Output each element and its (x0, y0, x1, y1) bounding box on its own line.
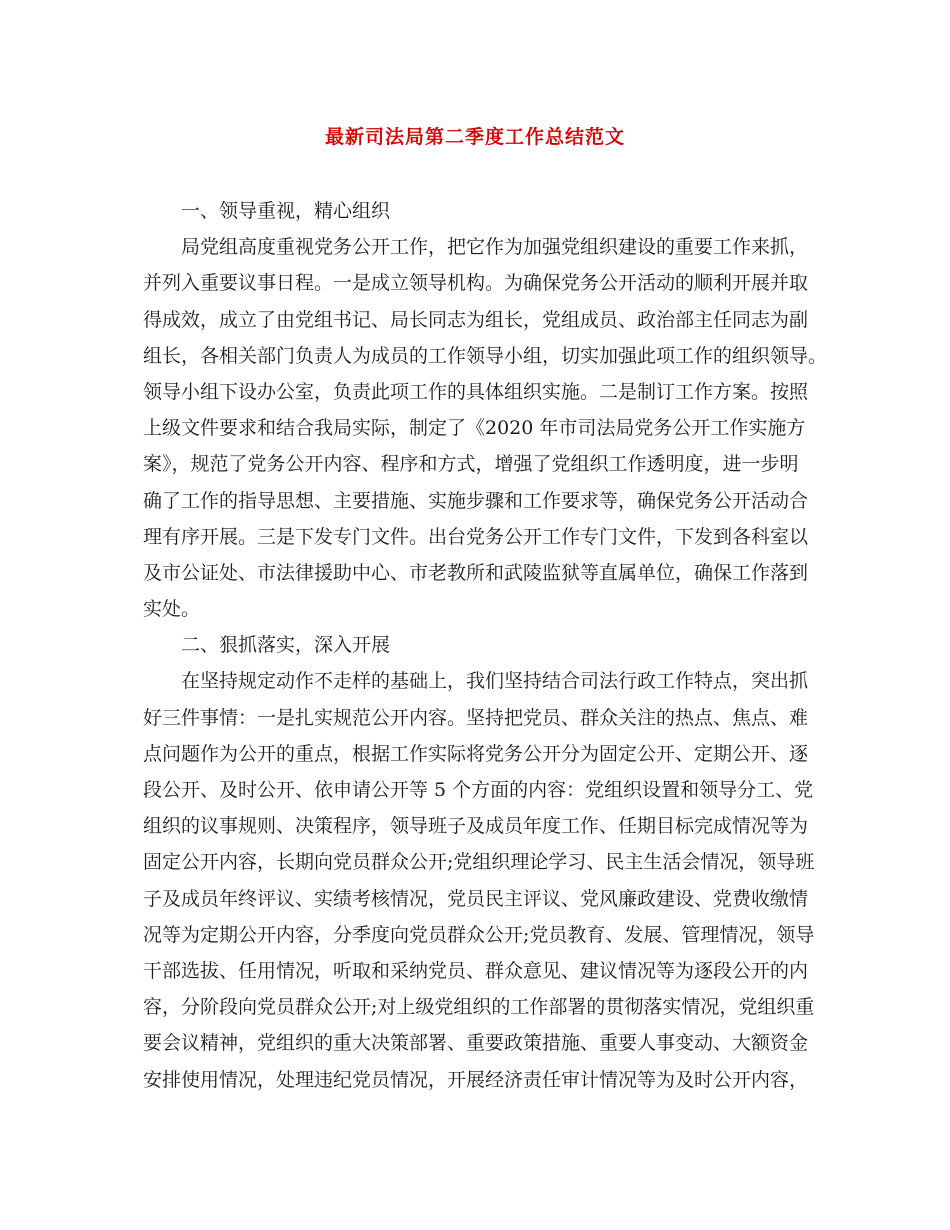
text-line: 组长，各相关部门负责人为成员的工作领导小组，切实加强此项工作的组织领导。 (143, 344, 828, 367)
text-line: 局党组高度重视党务公开工作，把它作为加强党组织建设的重要工作来抓， (181, 236, 809, 259)
text-line: 好三件事情：一是扎实规范公开内容。坚持把党员、群众关注的热点、焦点、难 (143, 706, 809, 729)
text-line: 段公开、及时公开、依申请公开等 5 个方面的内容：党组织设置和领导分工、党 (143, 779, 814, 801)
text-line: 领导小组下设办公室，负责此项工作的具体组织实施。二是制订工作方案。按照 (143, 380, 809, 403)
text-line: 要会议精神，党组织的重大决策部署、重要政策措施、重要人事变动、大额资金 (143, 1032, 809, 1055)
text-line: 况等为定期公开内容，分季度向党员群众公开;党员教育、发展、管理情况，领导 (143, 923, 815, 946)
text-line: 组织的议事规则、决策程序，领导班子及成员年度工作、任期目标完成情况等为 (143, 815, 809, 838)
text-line: 确了工作的指导思想、主要措施、实施步骤和工作要求等，确保党务公开活动合 (143, 489, 809, 512)
document-title: 最新司法局第二季度工作总结范文 (324, 126, 625, 148)
text-line: 固定公开内容，长期向党员群众公开;党组织理论学习、民主生活会情况，领导班 (143, 851, 815, 874)
text-line: 子及成员年终评议、实绩考核情况，党员民主评议、党风廉政建设、党费收缴情 (143, 887, 809, 910)
text-line: 并列入重要议事日程。一是成立领导机构。为确保党务公开活动的顺利开展并取 (143, 272, 809, 295)
text-line: 二、狠抓落实，深入开展 (181, 634, 391, 657)
text-line: 得成效，成立了由党组书记、局长同志为组长，党组成员、政治部主任同志为副 (143, 308, 809, 331)
text-line: 容，分阶段向党员群众公开;对上级党组织的工作部署的贯彻落实情况，党组织重 (143, 996, 815, 1019)
text-line: 一、领导重视，精心组织 (181, 200, 391, 222)
text-line: 理有序开展。三是下发专门文件。出台党务公开工作专门文件，下发到各科室以 (143, 525, 809, 548)
text-line: 点问题作为公开的重点，根据工作实际将党务公开分为固定公开、定期公开、逐 (143, 742, 809, 765)
text-line: 实处。 (143, 598, 201, 621)
text-line: 案》，规范了党务公开内容、程序和方式，增强了党组织工作透明度，进一步明 (143, 453, 799, 476)
text-line: 干部选拔、任用情况，听取和采纳党员、群众意见、建议情况等为逐段公开的内 (143, 959, 809, 982)
text-line: 安排使用情况，处理违纪党员情况，开展经济责任审计情况等为及时公开内容， (143, 1068, 809, 1091)
text-line: 在坚持规定动作不走样的基础上，我们坚持结合司法行政工作特点，突出抓 (181, 670, 809, 693)
text-line: 上级文件要求和结合我局实际，制定了《2020 年市司法局党务公开工作实施方 (143, 417, 806, 440)
text-line: 及市公证处、市法律援助中心、市老教所和武陵监狱等直属单位，确保工作落到 (143, 561, 809, 584)
document-body (143, 193, 828, 1098)
